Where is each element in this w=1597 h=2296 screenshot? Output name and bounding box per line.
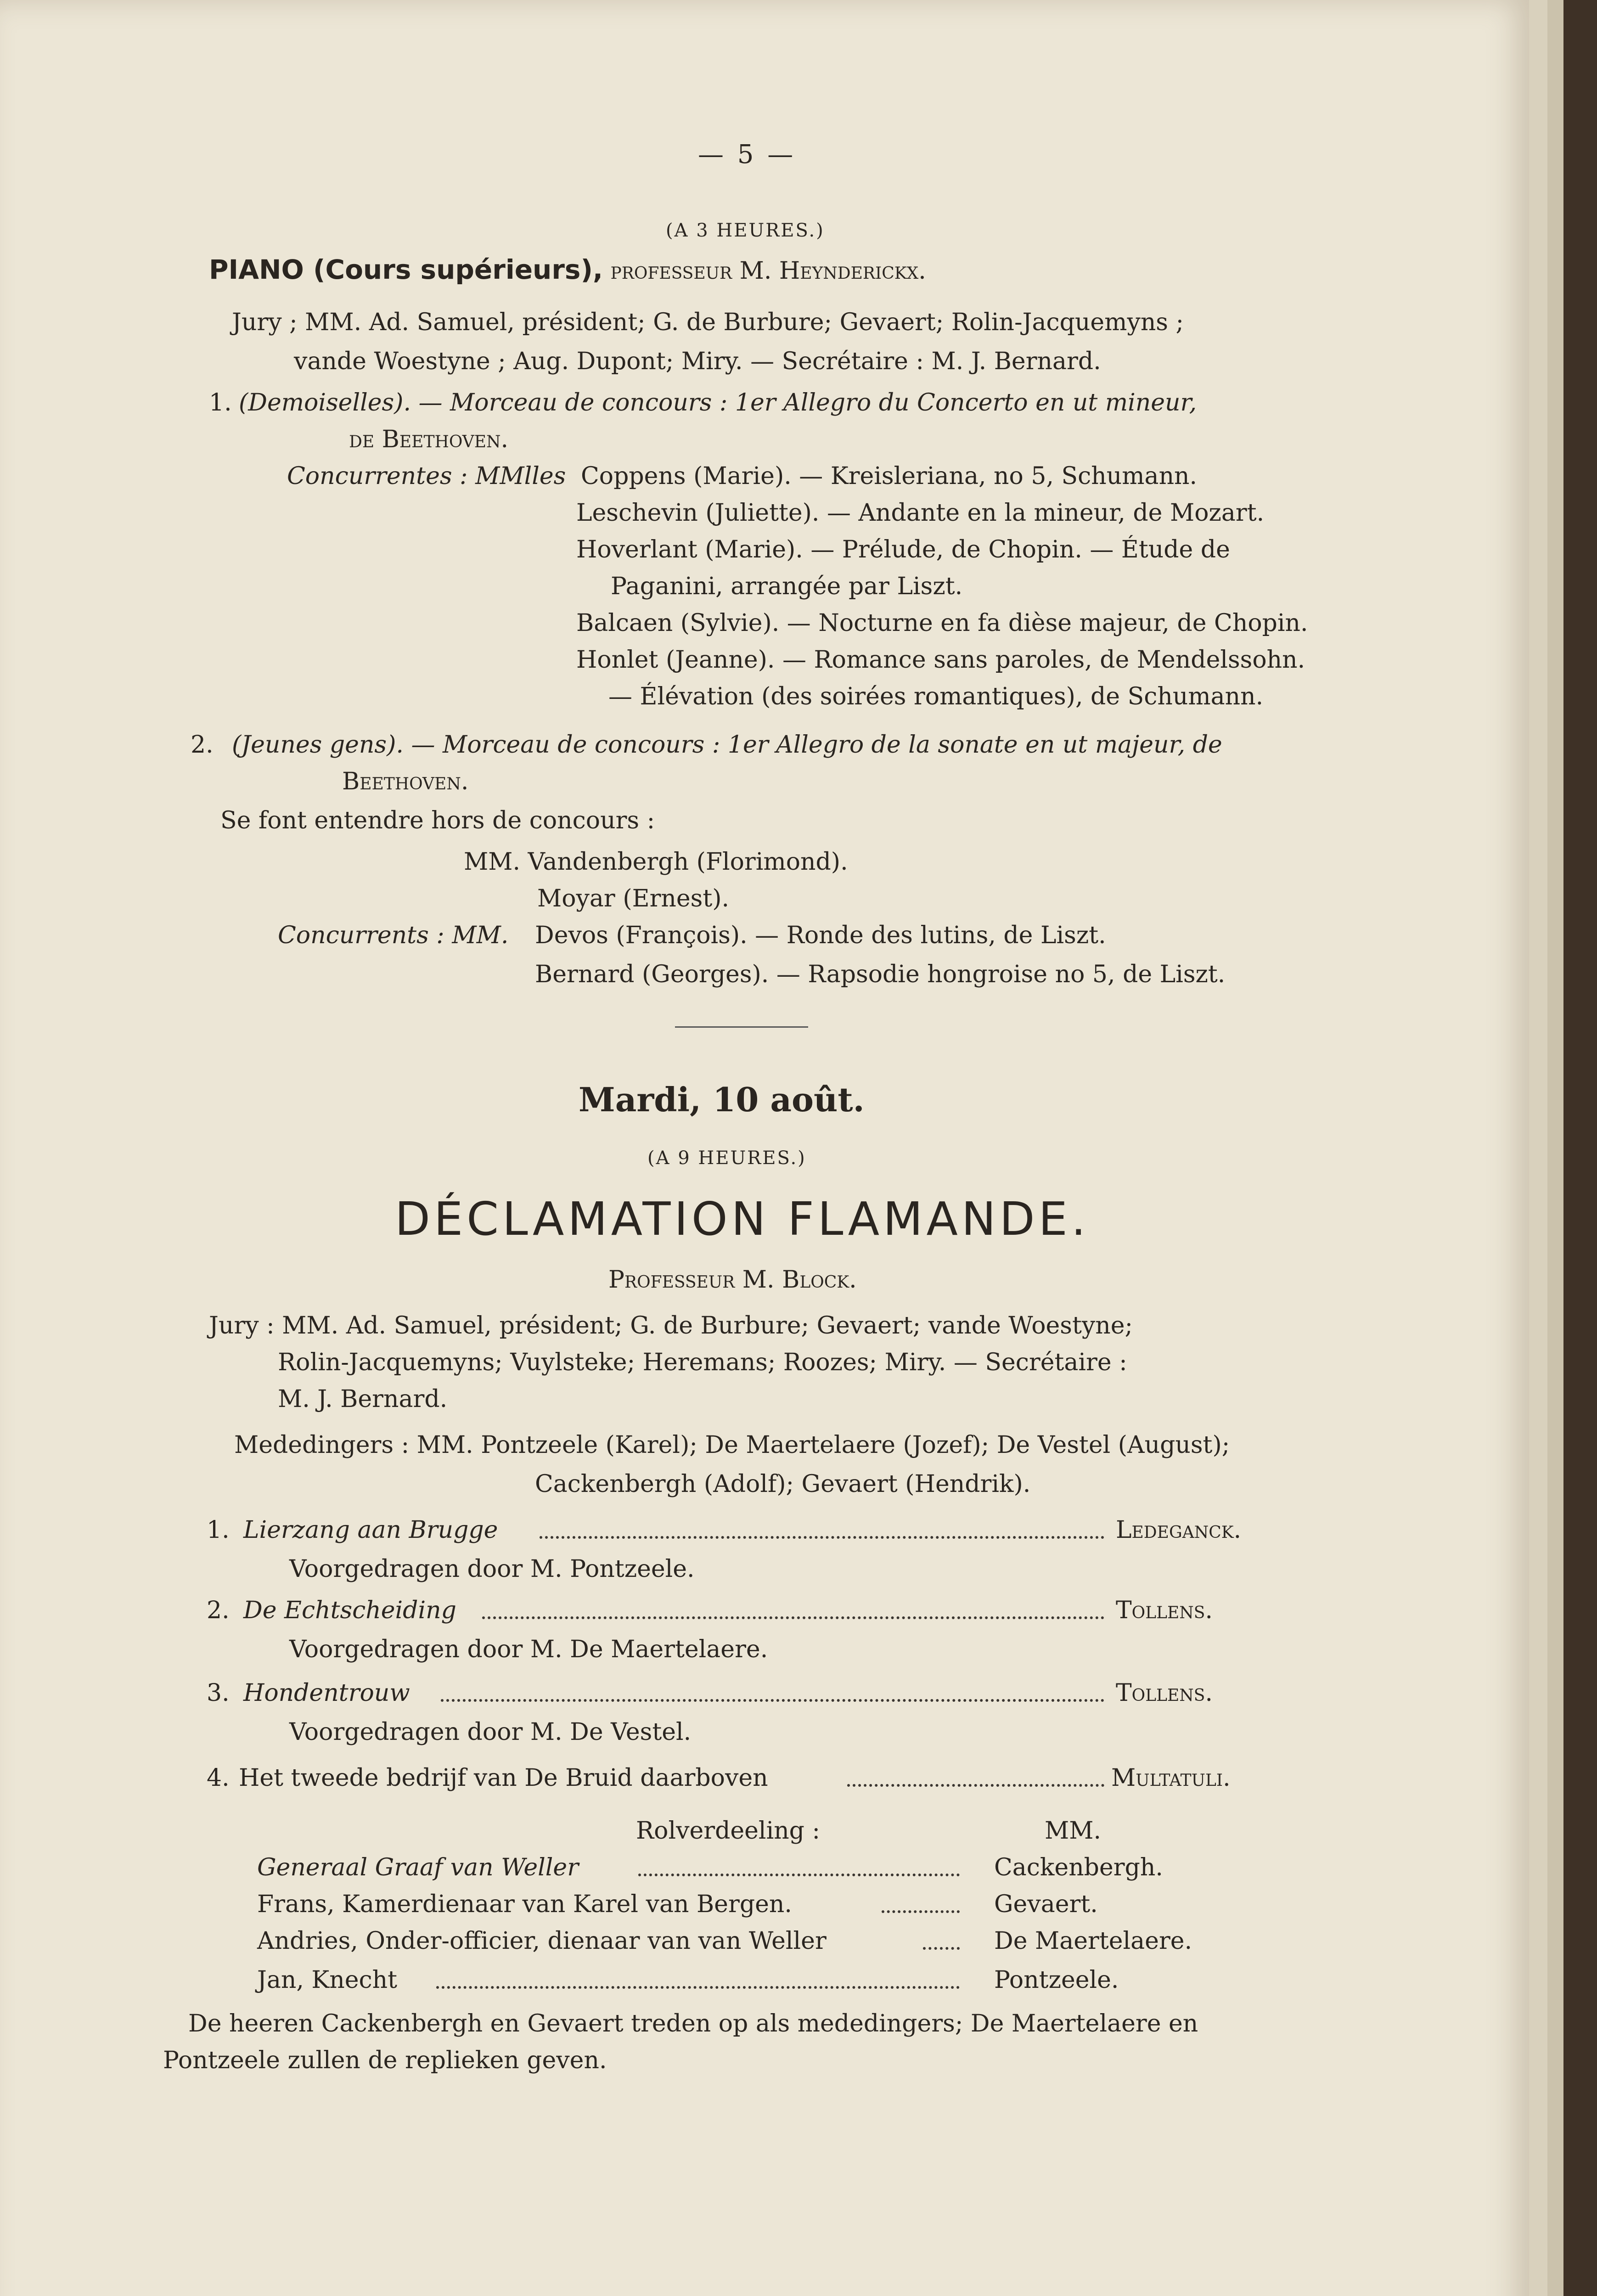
section1-title (209, 255, 926, 286)
entry-title: Hondentrouw (243, 1679, 410, 1707)
leader-dots (441, 1699, 1104, 1702)
section1-title-bold: PIANO (Cours supérieurs), (209, 254, 603, 285)
item-number: 1. (209, 389, 232, 416)
role-name: Frans, Kamerdienaar van Karel van Bergen. (257, 1891, 792, 1918)
concurrentes-label: Concurrentes : MMlles (287, 462, 566, 490)
jury-line-1: Jury : MM. Ad. Samuel, président; G. de Burbure; Gevaert; vande Woestyne; (209, 1312, 1133, 1339)
closing-note-line-2: Pontzeele zullen de replieken geven. (163, 2047, 607, 2074)
entry-author: Tollens. (1116, 1679, 1213, 1707)
binding-shadow (1563, 0, 1597, 2296)
jury-line-2: Rolin-Jacquemyns; Vuylsteke; Heremans; Roozes; Miry. — Secrétaire : (278, 1349, 1127, 1376)
concurrents-label: Concurrents : MM. (278, 922, 509, 949)
entry-title: Lierzang aan Brugge (243, 1516, 498, 1544)
professor-line: Professeur M. Block. (608, 1266, 857, 1294)
page-stack-edge (1547, 0, 1563, 2296)
leader-dots (847, 1784, 1104, 1787)
competitor-entry-cont: — Élévation (des soirées romantiques), de Schumann. (608, 683, 1264, 710)
mededingers-line-2: Cackenbergh (Adolf); Gevaert (Hendrik). (535, 1470, 1031, 1498)
role-actor: Gevaert. (994, 1891, 1098, 1918)
competitor-entry: Hoverlant (Marie). — Prélude, de Chopin. — Étude de (576, 536, 1230, 563)
hors-entry: Moyar (Ernest). (537, 885, 730, 912)
entry-number: 3. (207, 1679, 230, 1707)
hors-entry: MM. Vandenbergh (Florimond). (464, 848, 848, 876)
role-actor: Pontzeele. (994, 1966, 1119, 1994)
role-actor: De Maertelaere. (994, 1927, 1192, 1955)
section1-title-rest: professeur M. Heynderickx. (610, 257, 926, 285)
item1-text: (Demoiselles). — Morceau de concours : 1er Allegro du Concerto en ut mineur, (239, 389, 1197, 416)
section-divider (675, 1026, 808, 1028)
leader-dots (638, 1874, 960, 1876)
entry-author: Multatuli. (1111, 1764, 1231, 1792)
competitor-entry: Coppens (Marie). — Kreisleriana, no 5, Schumann. (581, 462, 1198, 490)
section2-date: Mardi, 10 août. (579, 1080, 865, 1119)
section2-time: (A 9 HEURES.) (647, 1148, 806, 1169)
role-name: Andries, Onder-officier, dienaar van van Weller (257, 1927, 827, 1955)
jury-line-3: M. J. Bernard. (278, 1385, 448, 1413)
leader-dots (923, 1947, 960, 1950)
leader-dots (482, 1616, 1104, 1619)
competitor-entry: Bernard (Georges). — Rapsodie hongroise no 5, de Liszt. (535, 961, 1226, 988)
item1-line-a (239, 388, 1197, 417)
entry-number: 4. (207, 1764, 230, 1792)
closing-note-line-1: De heeren Cackenbergh en Gevaert treden op als mededingers; De Maertelaere en (188, 2010, 1198, 2037)
item2-line-a: (Jeunes gens). — Morceau de concours : 1er Allegro de la sonate en ut majeur, de (232, 731, 1222, 759)
competitor-entry: Devos (François). — Ronde des lutins, de Liszt. (535, 922, 1106, 949)
entry-number: 1. (207, 1516, 230, 1544)
item-number: 2. (191, 731, 214, 759)
competitor-entry: Honlet (Jeanne). — Romance sans paroles, de Mendelssohn. (576, 646, 1305, 674)
entry-number: 2. (207, 1597, 230, 1624)
entry-author: Tollens. (1116, 1597, 1213, 1624)
entry-performer: Voorgedragen door M. Pontzeele. (289, 1555, 695, 1583)
entry-performer: Voorgedragen door M. De Maertelaere. (289, 1636, 768, 1663)
item1-line-b: de Beethoven. (349, 426, 509, 453)
section1-time: (A 3 HEURES.) (666, 220, 825, 241)
item2-line-b: Beethoven. (342, 768, 469, 795)
jury-line-1: Jury ; MM. Ad. Samuel, président; G. de Burbure; Gevaert; Rolin-Jacquemyns ; (232, 309, 1184, 336)
role-name: Generaal Graaf van Weller (257, 1854, 579, 1881)
rolverdeeling-mm: MM. (1045, 1817, 1102, 1845)
competitor-entry: Leschevin (Juliette). — Andante en la mineur, de Mozart. (576, 499, 1265, 527)
page-number: — 5 — (698, 140, 796, 169)
section2-title: DÉCLAMATION FLAMANDE. (395, 1192, 1090, 1246)
mededingers-line-1: Mededingers : MM. Pontzeele (Karel); De Maertelaere (Jozef); De Vestel (August); (234, 1431, 1230, 1459)
entry-title: De Echtscheiding (243, 1597, 456, 1624)
entry-title: Het tweede bedrijf van De Bruid daarboven (239, 1764, 768, 1792)
jury-line-2: vande Woestyne ; Aug. Dupont; Miry. — Secrétaire : M. J. Bernard. (294, 348, 1101, 375)
role-actor: Cackenbergh. (994, 1854, 1163, 1881)
leader-dots (436, 1986, 960, 1989)
competitor-entry-cont: Paganini, arrangée par Liszt. (611, 573, 963, 600)
entry-performer: Voorgedragen door M. De Vestel. (289, 1718, 692, 1746)
hors-concours-label: Se font entendre hors de concours : (220, 807, 655, 834)
page-stack-edge (1529, 0, 1547, 2296)
leader-dots (882, 1910, 960, 1913)
role-name: Jan, Knecht (257, 1966, 398, 1994)
competitor-entry: Balcaen (Sylvie). — Nocturne en fa dièse majeur, de Chopin. (576, 609, 1308, 637)
rolverdeeling-label: Rolverdeeling : (636, 1817, 821, 1845)
leader-dots (540, 1536, 1104, 1539)
entry-author: Ledeganck. (1116, 1516, 1242, 1544)
